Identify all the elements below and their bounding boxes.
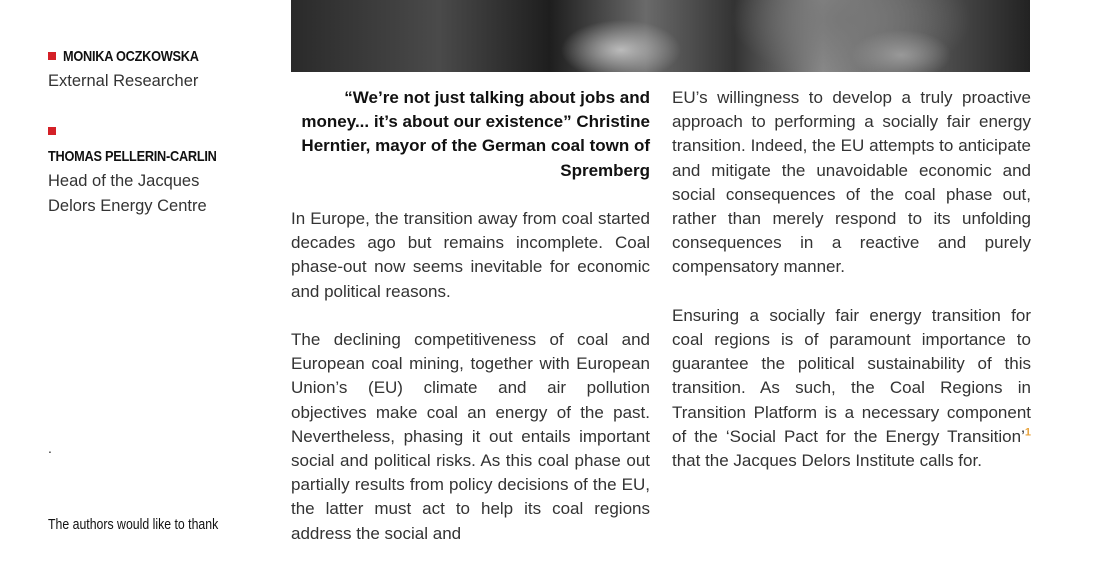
- paragraph-text: Ensuring a socially fair energy transition for coal regions is of paramount importance to guarantee the political sustainability of this transition. As such, the Coal Regions in Transition Platform is a necessary component of the ‘Social Pact for the Energy Transition’: [672, 305, 1031, 446]
- red-square-bullet: [48, 127, 56, 135]
- left-column: [291, 86, 650, 570]
- author-1: [48, 44, 223, 94]
- author-role: External Researcher: [48, 72, 199, 90]
- pull-quote: “We’re not just talking about jobs and money... it’s about our existence” Christine Herntier, mayor of the German coal town of Spremberg: [301, 88, 650, 180]
- acknowledgements: The authors would like to thank: [48, 516, 219, 533]
- author-name: MONIKA OCZKOWSKA: [63, 48, 199, 65]
- author-role: Head of the Jacques Delors Energy Centre: [48, 172, 207, 215]
- coal-mine-photo: [291, 0, 1030, 72]
- red-square-bullet: [48, 52, 56, 60]
- paragraph: [672, 304, 1031, 473]
- paragraph-text: that the Jacques Delors Institute calls for.: [672, 451, 982, 471]
- author-2: [48, 119, 228, 219]
- author-name: THOMAS PELLERIN-CARLIN: [48, 148, 217, 165]
- footnote-ref[interactable]: 1: [1024, 426, 1031, 439]
- paragraph: The declining competitiveness of coal and European coal mining, together with European Union’s (EU) climate and air pollution objectives make coal an energy of the past. Nevertheless, phasing it out entails important social and political risks. As this coal phase out partially results from policy decisions of the EU, the latter must act to help its coal regions address the social and: [291, 330, 650, 543]
- right-column: [672, 86, 1031, 497]
- stray-dot: .: [48, 440, 52, 456]
- paragraph: EU’s willingness to develop a truly proactive approach to performing a socially fair energy transition. Indeed, the EU attempts to anticipate and mitigate the unavoidable economic and social consequences of the coal phase out, rather than merely respond to its unfolding consequences in a reactive and purely compensatory manner.: [672, 88, 1031, 277]
- paragraph: In Europe, the transition away from coal started decades ago but remains incomplete. Coal phase-out now seems inevitable for economic and political reasons.: [291, 209, 650, 301]
